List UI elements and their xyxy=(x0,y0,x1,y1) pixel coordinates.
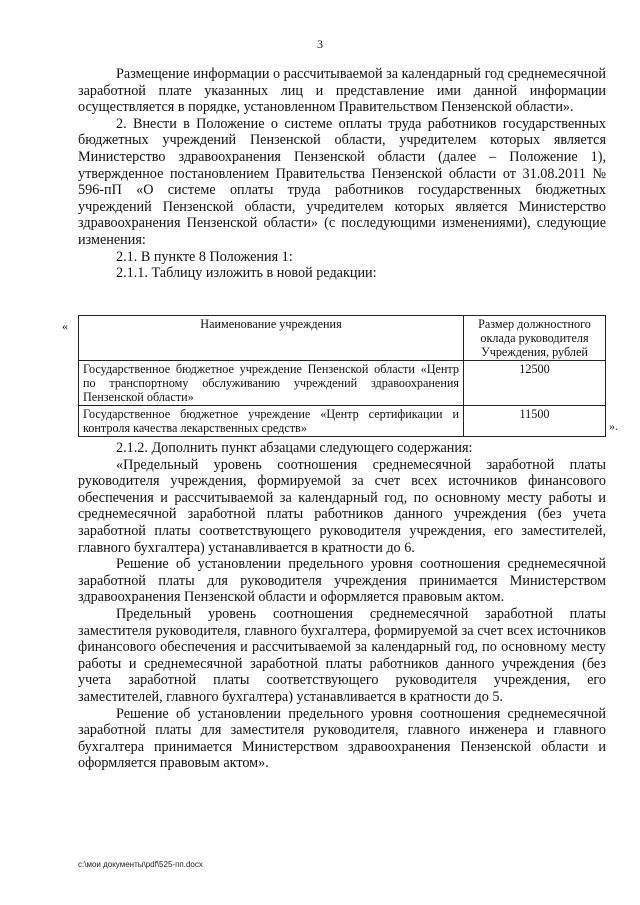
paragraph-publication-info: Размещение информации о рассчитываемой за календарный год среднемесячной заработной плате указанных лиц и представление ими данной информации осуществляется в порядке, установленном Правительством Пензенской области». xyxy=(78,66,606,116)
table-header-row xyxy=(79,316,606,361)
table-header-salary: Размер должностного оклада руководителя Учреждения, рублей xyxy=(464,316,606,361)
table-cell-institution: Государственное бюджетное учреждение «Центр сертификации и контроля качества лекарственных средств» xyxy=(79,406,464,437)
document-body-bottom xyxy=(78,440,606,772)
table-cell-salary: 12500 xyxy=(464,361,606,406)
table-cell-institution: Государственное бюджетное учреждение Пензенской области «Центр по транспортному обслуживанию учреждений здравоохранения Пензенской области» xyxy=(79,361,464,406)
salary-table xyxy=(78,315,606,437)
item-2-1: 2.1. В пункте 8 Положения 1: xyxy=(116,248,293,265)
table-row xyxy=(79,406,606,437)
page-number: 3 xyxy=(317,37,323,51)
footer-file-path: c:\мои документы\pdf\525-пп.docx xyxy=(78,860,203,869)
paragraph-ratio-head: «Предельный уровень соотношения среднемесячной заработной платы руководителя учреждения, формируемой за счет всех источников финансового обеспечения и рассчитываемой за календарный год, по основному месту работы и среднемесячной заработной платы работников данного учреждения (без учета заработной платы соответствующего руководителя учреждения, его заместителей, главного бухгалтера) устанавливается в кратности до 6. xyxy=(78,456,606,556)
paragraph-decision-deputy: Решение об установлении предельного уровня соотношения среднемесячной заработной платы для заместителя руководителя, главного инженера и главного бухгалтера принимается Министерством здравоохранения Пензенской области и оформляется правовым актом». xyxy=(78,705,606,772)
table-row xyxy=(79,361,606,406)
table-cell-salary: 11500 xyxy=(464,406,606,437)
quote-close: ». xyxy=(609,419,618,433)
paragraph-decision-head: Решение об установлении предельного уровня соотношения среднемесячной заработной платы для руководителя учреждения принимается Министерством здравоохранения Пензенской области и оформляется правовым актом. xyxy=(78,556,606,606)
document-body-top xyxy=(78,66,606,282)
quote-open: « xyxy=(62,319,68,333)
item-2-1-2: 2.1.2. Дополнить пункт абзацами следующего содержания: xyxy=(116,440,473,456)
table-header-institution: Наименование учреждения xyxy=(79,316,464,361)
paragraph-ratio-deputy: Предельный уровень соотношения среднемесячной заработной платы заместителя руководителя, главного бухгалтера, формируемой за счет всех источников финансового обеспечения и рассчитываемой за календарный год, по основному месту работы и среднемесячной заработной платы работников данного учреждения (без учета заработной платы соответствующего руководителя учреждения, его заместителей, главного бухгалтера) устанавливается в кратности до 5. xyxy=(78,605,606,705)
item-2-1-1: 2.1.1. Таблицу изложить в новой редакции: xyxy=(116,265,377,282)
paragraph-amendment-2: 2. Внести в Положение о системе оплаты труда работников государственных бюджетных учреждений Пензенской области, учредителем которых является Министерство здравоохранения Пензенской области (далее – Положение 1), утвержденное постановлением Правительства Пензенской области от 31.08.2011 № 596-пП «О системе оплаты труда работников государственных бюджетных учреждений Пензенской области, учредителем которых является Министерство здравоохранения Пензенской области» (с последующими изменениями), следующие изменения: xyxy=(78,115,606,248)
